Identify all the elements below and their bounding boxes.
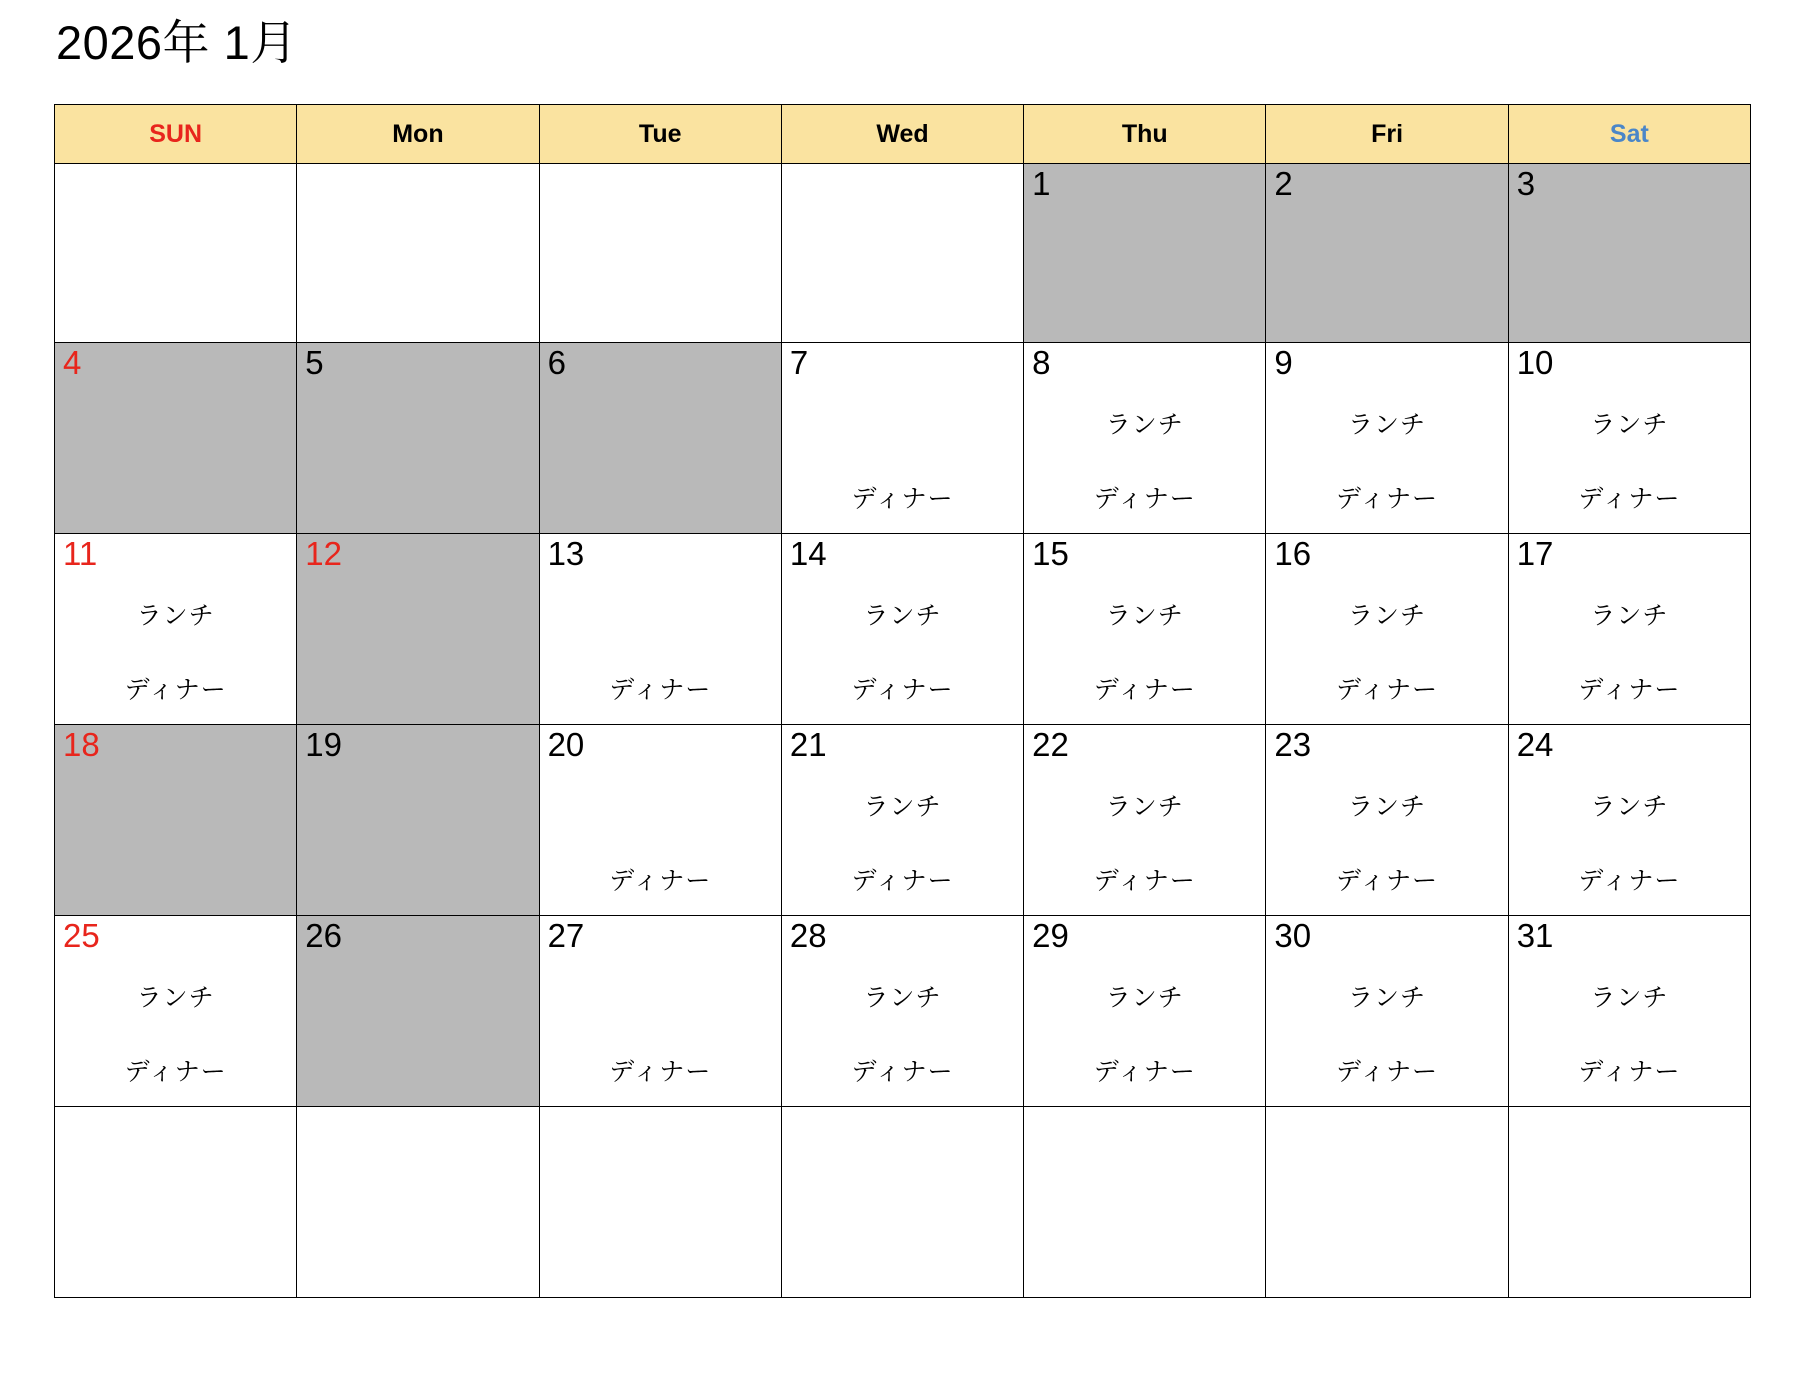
- dinner-service-label: ディナー: [851, 675, 954, 704]
- day-number: 21: [789, 726, 827, 763]
- day-number: 23: [1274, 726, 1312, 763]
- day-meal-list: [1024, 586, 1265, 724]
- weekday-header-wed: Wed: [781, 105, 1023, 164]
- day-number: 24: [1516, 726, 1554, 763]
- weekday-header-mon: Mon: [297, 105, 539, 164]
- day-meal-list: [55, 777, 296, 915]
- day-meal-list: [782, 968, 1023, 1106]
- calendar-day-cell[interactable]: [55, 916, 297, 1107]
- day-number: 15: [1032, 535, 1069, 572]
- calendar-day-cell[interactable]: [55, 725, 297, 916]
- day-number: 6: [547, 344, 566, 381]
- dinner-service-label: ディナー: [1093, 675, 1196, 704]
- day-meal-list: [1024, 216, 1265, 354]
- calendar-empty-cell: [1508, 1107, 1750, 1298]
- day-meal-list: [297, 216, 538, 354]
- calendar-day-cell[interactable]: [1024, 916, 1266, 1107]
- dinner-service-label: ディナー: [609, 866, 712, 895]
- day-meal-list: [782, 586, 1023, 724]
- day-meal-list: [1024, 395, 1265, 533]
- lunch-service-label: ランチ: [1590, 983, 1669, 1012]
- day-number: 10: [1516, 344, 1554, 381]
- dinner-service-label: ディナー: [1093, 866, 1196, 895]
- day-meal-list: [1509, 395, 1750, 533]
- calendar-day-cell[interactable]: [1266, 343, 1508, 534]
- day-number: 25: [63, 917, 100, 954]
- calendar-day-cell[interactable]: [539, 725, 781, 916]
- day-number: 1: [1032, 165, 1051, 202]
- lunch-service-label: ランチ: [1105, 601, 1184, 630]
- day-meal-list: [55, 216, 296, 354]
- day-meal-list: [297, 777, 538, 915]
- day-number: 12: [305, 535, 342, 572]
- lunch-service-label: ランチ: [1348, 983, 1427, 1012]
- lunch-service-label: ランチ: [1348, 792, 1427, 821]
- day-number: 7: [789, 344, 809, 381]
- calendar-day-cell[interactable]: [781, 343, 1023, 534]
- lunch-service-label: ランチ: [1590, 601, 1669, 630]
- day-number: 20: [547, 726, 585, 763]
- day-meal-list: [1266, 777, 1507, 915]
- calendar-week-row: [55, 534, 1751, 725]
- day-meal-list: [297, 395, 538, 533]
- calendar-day-cell[interactable]: [55, 534, 297, 725]
- calendar-empty-cell: [539, 1107, 781, 1298]
- calendar-weekday-header-row: [55, 105, 1751, 164]
- lunch-service-label: ランチ: [1105, 410, 1184, 439]
- day-number: 30: [1274, 917, 1312, 954]
- day-meal-list: [55, 968, 296, 1106]
- lunch-service-label: ランチ: [1105, 983, 1184, 1012]
- day-number: 18: [63, 726, 100, 763]
- calendar-week-row: [55, 725, 1751, 916]
- dinner-service-label: ディナー: [1336, 866, 1439, 895]
- weekday-header-sun: SUN: [55, 105, 297, 164]
- dinner-service-label: ディナー: [124, 1057, 227, 1086]
- day-meal-list: [1509, 216, 1750, 354]
- day-meal-list: [1509, 1159, 1750, 1297]
- calendar-day-cell[interactable]: [539, 534, 781, 725]
- lunch-service-label: ランチ: [863, 983, 942, 1012]
- day-meal-list: [1266, 968, 1507, 1106]
- calendar-day-cell[interactable]: [1024, 725, 1266, 916]
- day-meal-list: [540, 968, 781, 1106]
- day-meal-list: [782, 216, 1023, 354]
- dinner-service-label: ディナー: [1336, 484, 1439, 513]
- dinner-service-label: ディナー: [851, 484, 954, 513]
- calendar-day-cell[interactable]: [297, 916, 539, 1107]
- day-number: 3: [1516, 165, 1536, 202]
- lunch-service-label: ランチ: [1348, 601, 1427, 630]
- calendar-day-cell[interactable]: [297, 343, 539, 534]
- day-meal-list: [540, 586, 781, 724]
- calendar-day-cell[interactable]: [1266, 725, 1508, 916]
- lunch-service-label: ランチ: [136, 601, 215, 630]
- lunch-service-label: ランチ: [863, 601, 942, 630]
- day-meal-list: [297, 968, 538, 1106]
- calendar-day-cell[interactable]: [1508, 164, 1750, 343]
- dinner-service-label: ディナー: [1578, 1057, 1681, 1086]
- monthly-calendar-table: [54, 104, 1751, 1298]
- day-meal-list: [540, 777, 781, 915]
- day-number: 22: [1032, 726, 1069, 763]
- calendar-day-cell[interactable]: [1508, 725, 1750, 916]
- day-meal-list: [540, 216, 781, 354]
- day-number: 8: [1032, 344, 1051, 381]
- day-meal-list: [1024, 968, 1265, 1106]
- calendar-week-row: [55, 164, 1751, 343]
- dinner-service-label: ディナー: [609, 1057, 712, 1086]
- weekday-header-thu: Thu: [1024, 105, 1266, 164]
- dinner-service-label: ディナー: [1336, 1057, 1439, 1086]
- day-meal-list: [55, 395, 296, 533]
- day-number: 5: [305, 344, 324, 381]
- day-meal-list: [1266, 216, 1507, 354]
- calendar-day-cell[interactable]: [1024, 534, 1266, 725]
- calendar-day-cell[interactable]: [1508, 534, 1750, 725]
- calendar-empty-cell: [1024, 1107, 1266, 1298]
- calendar-day-cell[interactable]: [1024, 343, 1266, 534]
- day-number: 31: [1516, 917, 1554, 954]
- day-meal-list: [1266, 586, 1507, 724]
- day-number: 27: [547, 917, 585, 954]
- day-number: 19: [305, 726, 342, 763]
- dinner-service-label: ディナー: [124, 675, 227, 704]
- calendar-week-row: [55, 343, 1751, 534]
- day-meal-list: [297, 586, 538, 724]
- calendar-day-cell[interactable]: [297, 725, 539, 916]
- calendar-day-cell[interactable]: [781, 534, 1023, 725]
- dinner-service-label: ディナー: [1578, 675, 1681, 704]
- calendar-day-cell[interactable]: [1266, 164, 1508, 343]
- day-number: 17: [1516, 535, 1554, 572]
- calendar-day-cell[interactable]: [1508, 916, 1750, 1107]
- day-number: 2: [1274, 165, 1293, 202]
- day-number: 16: [1274, 535, 1312, 572]
- dinner-service-label: ディナー: [609, 675, 712, 704]
- day-number: 13: [547, 535, 585, 572]
- day-number: 26: [305, 917, 342, 954]
- calendar-day-cell[interactable]: [297, 534, 539, 725]
- day-meal-list: [1266, 395, 1507, 533]
- calendar-day-cell[interactable]: [781, 725, 1023, 916]
- calendar-day-cell[interactable]: [781, 916, 1023, 1107]
- calendar-week-row: [55, 916, 1751, 1107]
- day-meal-list: [782, 777, 1023, 915]
- day-meal-list: [1509, 777, 1750, 915]
- dinner-service-label: ディナー: [1578, 866, 1681, 895]
- day-meal-list: [55, 1159, 296, 1297]
- lunch-service-label: ランチ: [1590, 792, 1669, 821]
- lunch-service-label: ランチ: [1348, 410, 1427, 439]
- weekday-header-sat: Sat: [1508, 105, 1750, 164]
- calendar-empty-cell: [55, 1107, 297, 1298]
- page-title: 2026年 1月: [56, 16, 298, 69]
- day-number: 9: [1274, 344, 1293, 381]
- day-meal-list: [55, 586, 296, 724]
- calendar-empty-cell: [781, 1107, 1023, 1298]
- calendar-empty-cell: [781, 164, 1023, 343]
- day-meal-list: [540, 1159, 781, 1297]
- day-number: 14: [789, 535, 827, 572]
- dinner-service-label: ディナー: [1336, 675, 1439, 704]
- day-meal-list: [1266, 1159, 1507, 1297]
- weekday-header-tue: Tue: [539, 105, 781, 164]
- dinner-service-label: ディナー: [851, 1057, 954, 1086]
- calendar-day-cell[interactable]: [1266, 916, 1508, 1107]
- day-meal-list: [1024, 777, 1265, 915]
- calendar-day-cell[interactable]: [539, 916, 781, 1107]
- calendar-day-cell[interactable]: [55, 343, 297, 534]
- calendar-empty-cell: [1266, 1107, 1508, 1298]
- lunch-service-label: ランチ: [136, 983, 215, 1012]
- dinner-service-label: ディナー: [1093, 1057, 1196, 1086]
- dinner-service-label: ディナー: [851, 866, 954, 895]
- calendar-body: [55, 164, 1751, 1298]
- calendar-empty-cell: [297, 1107, 539, 1298]
- day-meal-list: [782, 395, 1023, 533]
- lunch-service-label: ランチ: [1590, 410, 1669, 439]
- calendar-day-cell[interactable]: [539, 343, 781, 534]
- calendar-day-cell[interactable]: [1024, 164, 1266, 343]
- dinner-service-label: ディナー: [1578, 484, 1681, 513]
- day-meal-list: [782, 1159, 1023, 1297]
- lunch-service-label: ランチ: [1105, 792, 1184, 821]
- day-meal-list: [1509, 968, 1750, 1106]
- day-number: 28: [789, 917, 827, 954]
- dinner-service-label: ディナー: [1093, 484, 1196, 513]
- day-meal-list: [540, 395, 781, 533]
- day-meal-list: [297, 1159, 538, 1297]
- day-meal-list: [1509, 586, 1750, 724]
- calendar-week-row: [55, 1107, 1751, 1298]
- lunch-service-label: ランチ: [863, 792, 942, 821]
- day-meal-list: [1024, 1159, 1265, 1297]
- day-number: 29: [1032, 917, 1069, 954]
- calendar-empty-cell: [297, 164, 539, 343]
- calendar-day-cell[interactable]: [1508, 343, 1750, 534]
- day-number: 11: [63, 535, 98, 572]
- day-number: 4: [63, 344, 82, 381]
- calendar-empty-cell: [539, 164, 781, 343]
- weekday-header-fri: Fri: [1266, 105, 1508, 164]
- calendar-day-cell[interactable]: [1266, 534, 1508, 725]
- calendar-empty-cell: [55, 164, 297, 343]
